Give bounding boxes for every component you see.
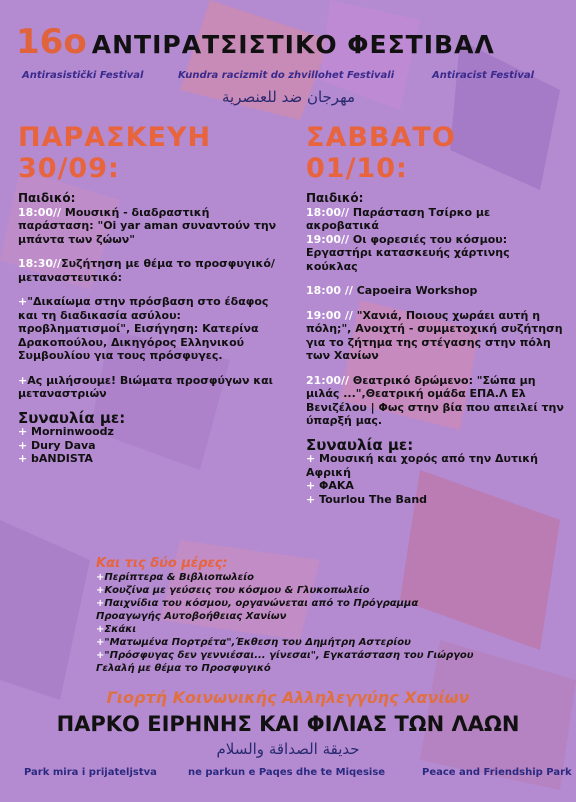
saturday-item-5: 21:00// Θεατρικό δρώμενο: "Σώπα μη μιλάς ...",Θεατρική ομάδα ΕΠΑ.Λ Ελ Βενιζέλου | Φως στην βία που απειλεί την ύπαρξή μας. [306, 373, 564, 427]
both-days-item: +Περίπτερα & Βιβλιοπωλείο [96, 572, 254, 583]
saturday-item-1: 18:00// Παράσταση Τσίρκο με ακροβατικά [306, 205, 491, 232]
festival-number: 16ο [16, 22, 87, 62]
saturday-kids-label: Παιδικό: [306, 191, 364, 205]
subtitle-bosnian: Antirasistički Festival [22, 70, 144, 81]
friday-concert-2: + Dury Dava [18, 438, 96, 452]
friday-item-3: +"Δικαίωμα στην πρόσβαση στο έδαφος και τη διαδικασία ασύλου: προβληματισμοί", Εισήγηση: Κατερίνα Δρακοπούλου, Δικηγόρος Ελληνικού Συμβουλίου για τους πρόσφυγες. [18, 295, 269, 362]
saturday-concert-label: Συναυλία με: [306, 435, 414, 454]
saturday-day: ΣΑΒΒΑΤΟ [306, 122, 456, 153]
saturday-date: 01/10: [306, 153, 408, 184]
friday-item-4: +Ας μιλήσουμε! Βιώματα προσφύγων και μεταναστριών [18, 373, 273, 400]
friday-date: 30/09: [18, 153, 120, 184]
saturday-concert-2: + ΦΑΚΑ [306, 479, 354, 492]
subtitle-albanian: Kundra racizmit do zhvillohet Festivali [178, 70, 395, 81]
saturday-item-4: 19:00 // "Χανιά, Ποιους χωράει αυτή η πόλη;", Ανοιχτή - συμμετοχική συζήτηση για το ζήτημα της στέγασης στην πόλη των Χανίων [306, 308, 563, 362]
friday-concert-3: + bANDISTA [18, 452, 93, 465]
festival-title: ΑΝΤΙΡΑΤΣΙΣΤΙΚΟ ΦΕΣΤΙΒΑΛ [91, 30, 495, 59]
both-days-item: +Σκάκι [96, 624, 137, 635]
friday-item-1: 18:00// Μουσική - διαδραστική παράσταση: "Oi yar aman συναντούν την μπάντα των ζώων" [18, 205, 277, 246]
subtitle-arabic: مهرجان ضد للعنصرية [222, 88, 356, 106]
festival-name: Γιορτή Κοινωνικής Αλληλεγγύης Χανίων [106, 688, 470, 707]
both-days-item: +Παιχνίδια του κόσμου, οργανώνεται από το Πρόγραμμα Προαγωγής Αυτοβοήθειας Χανίων [96, 598, 419, 622]
both-days-item: +"Ματωμένα Πορτρέτα",Έκθεση του Δημήτρη Αστερίου [96, 637, 411, 648]
friday-item-2: 18:30//Συζήτηση με θέμα το προσφυγικό/μεταναστευτικό: [18, 257, 275, 284]
park-name: ΠΑΡΚΟ ΕΙΡΗΝΗΣ ΚΑΙ ΦΙΛΙΑΣ ΤΩΝ ΛΑΩΝ [56, 712, 520, 736]
saturday-item-3: 18:00 // Capoeira Workshop [306, 284, 478, 297]
park-name-albanian: ne parkun e Paqes dhe te Miqesise [188, 767, 386, 778]
friday-concert-1: + Morninwoodz [18, 425, 114, 438]
friday-column [18, 122, 280, 466]
saturday-item-2: 19:00// Οι φορεσιές του κόσμου: Εργαστήρι κατασκευής χάρτινης κούκλας [306, 232, 510, 273]
both-days-label: Και τις δύο μέρες: [96, 556, 228, 571]
friday-concert-label: Συναυλία με: [18, 408, 126, 427]
friday-kids-label: Παιδικό: [18, 191, 76, 205]
park-name-english: Peace and Friendship Park [422, 767, 572, 778]
friday-day: ΠΑΡΑΣΚΕΥΗ [18, 122, 212, 153]
saturday-column [306, 122, 564, 506]
park-name-bosnian: Park mira i prijateljstva [24, 767, 157, 778]
both-days-item: +Κουζίνα με γεύσεις του κόσμου & Γλυκοπωλείο [96, 585, 370, 596]
subtitle-english: Antiracist Festival [432, 70, 535, 81]
header [16, 22, 566, 62]
saturday-concert-1: + Μουσική και χορός από την Δυτική Αφρική [306, 452, 538, 479]
both-days-section [96, 556, 476, 675]
park-name-arabic: حديقة الصداقة والسلام [216, 740, 360, 758]
saturday-concert-3: + Tourlou The Band [306, 492, 428, 506]
both-days-item: +"Πρόσφυγας δεν γεννιέσαι... γίνεσαι", Εγκατάσταση του Γιώργου Γελαλή με θέμα το Προσφυγικό [96, 650, 474, 674]
